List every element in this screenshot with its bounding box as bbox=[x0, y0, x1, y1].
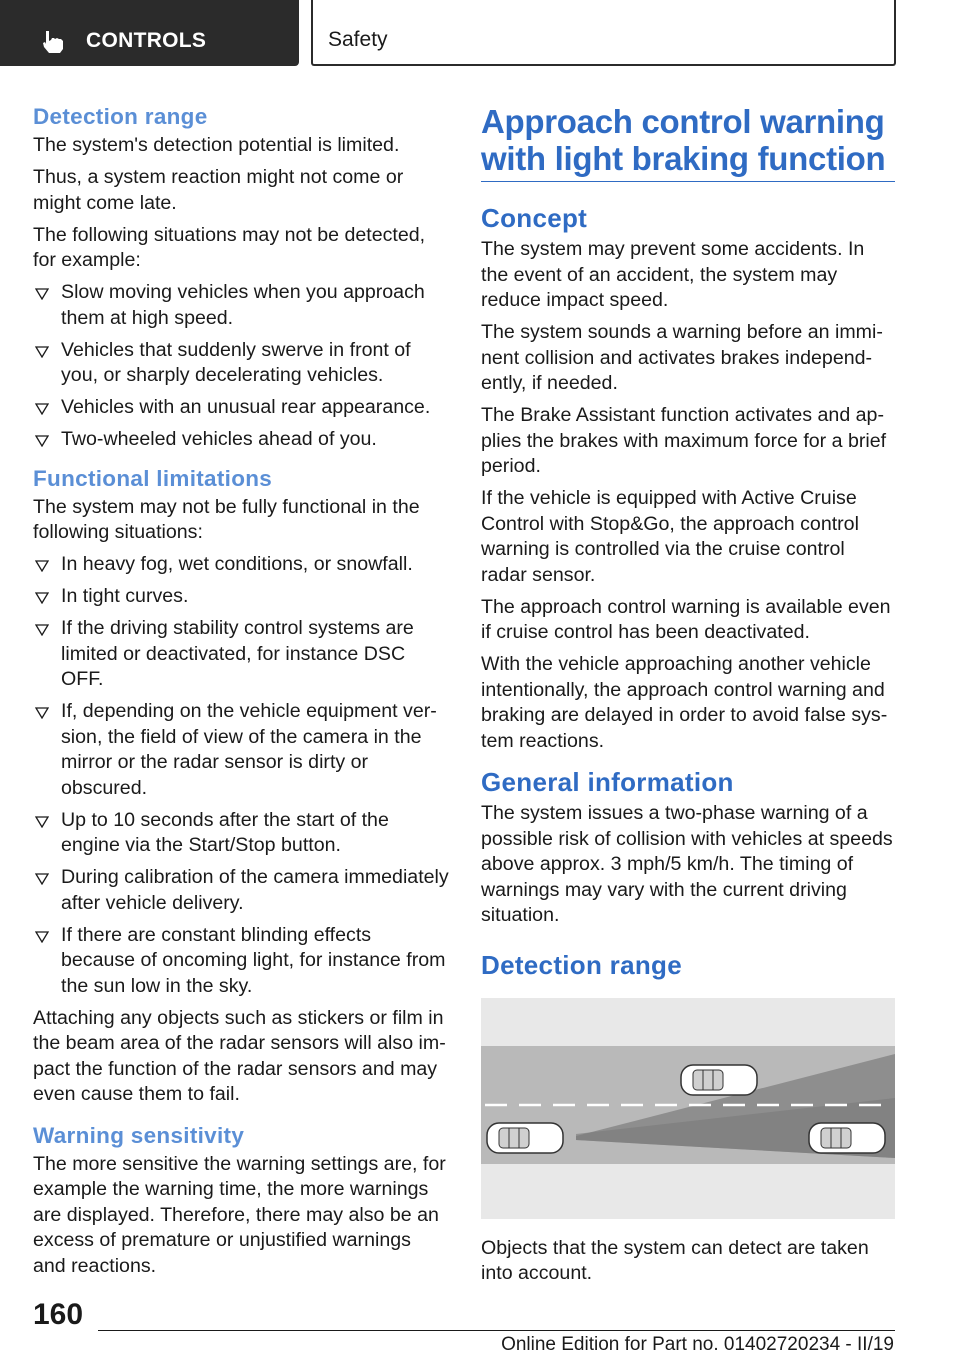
footer-divider bbox=[98, 1330, 895, 1331]
list-item: Vehicles with an unusual rear appearance. bbox=[33, 395, 449, 421]
list-item: If, depending on the vehicle equipment version, the field of view of the camera in the mirror or the radar sensor is dirty or obscured. bbox=[33, 699, 449, 801]
paragraph: With the vehicle approaching another vehicle intentionally, the approach control warning and braking are delayed in order to avoid false system reactions. bbox=[481, 653, 888, 752]
detection-range-illustration bbox=[481, 998, 895, 1219]
paragraph: The more sensitive the warning settings are, for example the warning time, the more warnings are displayed. Therefore, there may also be an excess of premature or unjustified warnings and reactions. bbox=[33, 1152, 446, 1277]
car-icon bbox=[681, 1065, 757, 1095]
list-item: Vehicles that suddenly swerve in front of you, or sharply decelerating vehicles. bbox=[33, 338, 449, 389]
list-item: During calibration of the camera immediately after vehicle delivery. bbox=[33, 865, 449, 916]
section-label: CONTROLS bbox=[86, 29, 207, 52]
page-title: Approach control warning with light braking function bbox=[481, 103, 895, 182]
paragraph: The system may prevent some accidents. In the event of an accident, the system may reduce impact speed. bbox=[481, 238, 865, 311]
detection-range-heading: Detection range bbox=[481, 949, 682, 980]
bullet-triangle-icon bbox=[35, 403, 49, 415]
right-column bbox=[481, 103, 895, 1293]
paragraph: The system may not be fully functional in the following situations: bbox=[33, 495, 420, 543]
hand-pointer-icon bbox=[38, 27, 68, 55]
bullet-triangle-icon bbox=[35, 592, 49, 604]
paragraph: Attaching any objects such as stickers or film in the beam area of the radar sensors will also impact the function of the radar sensors and may even cause them to fail. bbox=[33, 1006, 446, 1105]
bullet-triangle-icon bbox=[35, 346, 49, 358]
list-item: In heavy fog, wet conditions, or snowfall. bbox=[33, 552, 449, 578]
bullet-triangle-icon bbox=[35, 931, 49, 943]
page-number: 160 bbox=[33, 1298, 84, 1331]
bullet-triangle-icon bbox=[35, 288, 49, 300]
bullet-triangle-icon bbox=[35, 624, 49, 636]
chapter-box bbox=[311, 0, 896, 66]
list-item: If the driving stability control systems are limited or deactivated, for instance DSC OFF. bbox=[33, 616, 449, 693]
list-item: Up to 10 seconds after the start of the engine via the Start/Stop button. bbox=[33, 808, 449, 859]
general-information-heading: General information bbox=[481, 767, 734, 797]
bullet-list bbox=[33, 552, 449, 999]
paragraph: The following situations may not be detected, for example: bbox=[33, 223, 426, 271]
paragraph: The Brake Assistant function activates and applies the brakes with maximum force for a brief period. bbox=[481, 404, 887, 477]
paragraph: The approach control warning is available even if cruise control has been deactivated. bbox=[481, 595, 891, 643]
list-item: Two-wheeled vehicles ahead of you. bbox=[33, 427, 449, 453]
paragraph: Thus, a system reaction might not come or might come late. bbox=[33, 166, 404, 214]
bullet-triangle-icon bbox=[35, 707, 49, 719]
car-icon bbox=[487, 1123, 563, 1153]
paragraph: The system's detection potential is limited. bbox=[33, 134, 400, 156]
detection-range-heading: Detection range bbox=[33, 104, 208, 129]
figure-caption: Objects that the system can detect are taken into account. bbox=[481, 1236, 869, 1284]
list-item: In tight curves. bbox=[33, 584, 449, 610]
functional-limitations-heading: Functional limitations bbox=[33, 465, 273, 491]
bullet-triangle-icon bbox=[35, 816, 49, 828]
concept-heading: Concept bbox=[481, 203, 588, 233]
warning-sensitivity-heading: Warning sensitivity bbox=[33, 1122, 245, 1148]
car-icon bbox=[809, 1123, 885, 1153]
bullet-triangle-icon bbox=[35, 435, 49, 447]
chapter-label: Safety bbox=[328, 28, 388, 51]
left-column bbox=[33, 103, 449, 1286]
bullet-triangle-icon bbox=[35, 873, 49, 885]
paragraph: The system sounds a warning before an imminent collision and activates brakes independently, if needed. bbox=[481, 321, 883, 394]
paragraph: If the vehicle is equipped with Active Cruise Control with Stop&Go, the approach control warning is controlled via the cruise control radar sensor. bbox=[481, 487, 859, 586]
list-item: Slow moving vehicles when you approach them at high speed. bbox=[33, 280, 449, 331]
section-tab bbox=[0, 0, 299, 66]
bullet-list bbox=[33, 280, 449, 453]
list-item: If there are constant blinding effects because of oncoming light, for instance from the sun low in the sky. bbox=[33, 923, 449, 1000]
paragraph: The system issues a two-phase warning of a possible risk of collision with vehicles at speeds above approx. 3 mph/5 km/h. The timing of warnings may vary with the current driving situation. bbox=[481, 802, 893, 926]
edition-note: Online Edition for Part no. 01402720234 - II/19 bbox=[501, 1334, 894, 1355]
bullet-triangle-icon bbox=[35, 560, 49, 572]
